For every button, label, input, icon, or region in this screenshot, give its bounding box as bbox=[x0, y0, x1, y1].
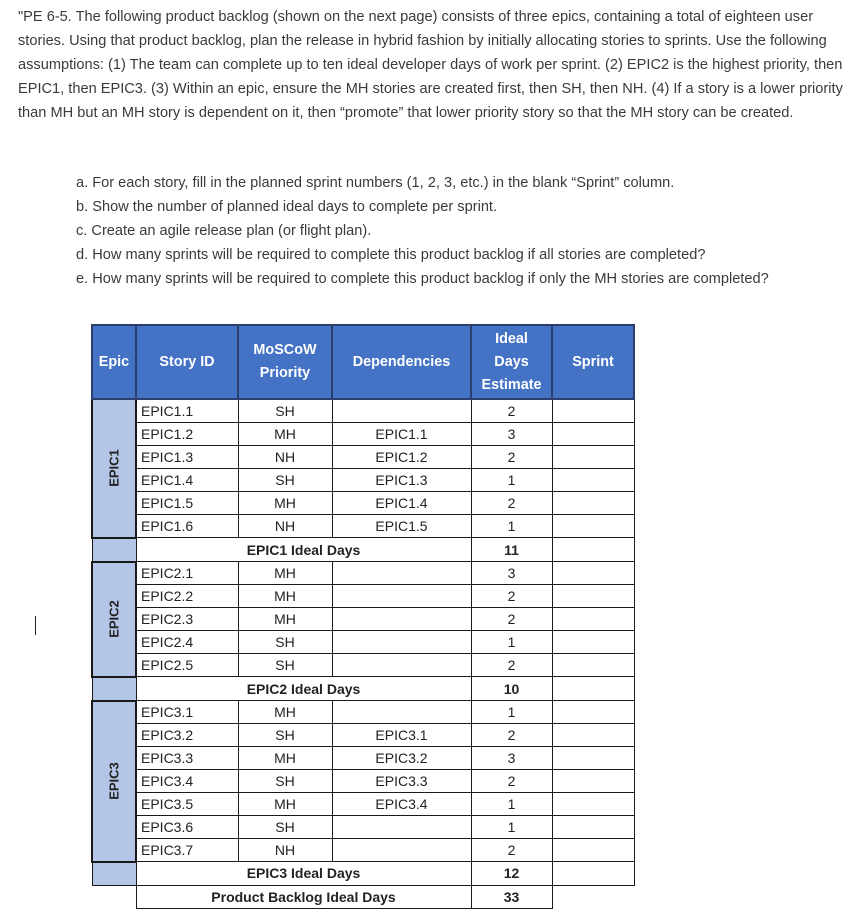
sprint-input-cell[interactable] bbox=[552, 585, 634, 608]
epic-total-row bbox=[92, 538, 634, 562]
table-row bbox=[92, 631, 634, 654]
dependency-cell: EPIC1.1 bbox=[332, 423, 471, 446]
table-row bbox=[92, 608, 634, 631]
dependency-cell: EPIC1.3 bbox=[332, 469, 471, 492]
epic-total-label: EPIC1 Ideal Days bbox=[136, 538, 471, 562]
header-sprint: Sprint bbox=[552, 325, 634, 399]
story-id-cell: EPIC1.6 bbox=[136, 515, 238, 538]
grand-total-days: 33 bbox=[471, 885, 552, 908]
story-id-cell: EPIC3.7 bbox=[136, 839, 238, 862]
ideal-days-cell: 1 bbox=[471, 469, 552, 492]
sprint-input-cell[interactable] bbox=[552, 515, 634, 538]
table-row bbox=[92, 492, 634, 515]
grand-total-spacer bbox=[92, 885, 136, 908]
story-id-cell: EPIC1.3 bbox=[136, 446, 238, 469]
epic-total-sprint-cell bbox=[552, 538, 634, 562]
epic-total-days: 12 bbox=[471, 862, 552, 886]
priority-cell: SH bbox=[238, 654, 332, 677]
priority-cell: SH bbox=[238, 724, 332, 747]
question-b: b. Show the number of planned ideal days to complete per sprint. bbox=[76, 199, 498, 215]
story-id-cell: EPIC3.4 bbox=[136, 770, 238, 793]
table-row bbox=[92, 399, 634, 423]
header-moscow-line1: MoSCoW bbox=[253, 342, 317, 358]
epic-label: EPIC3 bbox=[106, 762, 122, 800]
text-cursor bbox=[35, 616, 36, 635]
table-row bbox=[92, 793, 634, 816]
priority-cell: MH bbox=[238, 793, 332, 816]
sprint-input-cell[interactable] bbox=[552, 839, 634, 862]
epic-total-sprint-cell bbox=[552, 677, 634, 701]
ideal-days-cell: 3 bbox=[471, 747, 552, 770]
table-row bbox=[92, 701, 634, 724]
dependency-cell: EPIC3.1 bbox=[332, 724, 471, 747]
epic-total-label: EPIC2 Ideal Days bbox=[136, 677, 471, 701]
table-row bbox=[92, 446, 634, 469]
epic-label-cell bbox=[92, 562, 136, 677]
dependency-cell: EPIC3.2 bbox=[332, 747, 471, 770]
ideal-days-cell: 2 bbox=[471, 839, 552, 862]
epic-label-cell bbox=[92, 701, 136, 862]
ideal-days-cell: 1 bbox=[471, 793, 552, 816]
table-row bbox=[92, 469, 634, 492]
story-id-cell: EPIC1.4 bbox=[136, 469, 238, 492]
ideal-days-cell: 2 bbox=[471, 724, 552, 747]
priority-cell: SH bbox=[238, 399, 332, 423]
dependency-cell bbox=[332, 816, 471, 839]
story-id-cell: EPIC1.2 bbox=[136, 423, 238, 446]
priority-cell: NH bbox=[238, 839, 332, 862]
priority-cell: SH bbox=[238, 770, 332, 793]
epic-total-label: EPIC3 Ideal Days bbox=[136, 862, 471, 886]
sprint-input-cell[interactable] bbox=[552, 816, 634, 839]
epic-total-spacer bbox=[92, 677, 136, 701]
table-row bbox=[92, 585, 634, 608]
story-id-cell: EPIC2.1 bbox=[136, 562, 238, 585]
question-d: d. How many sprints will be required to complete this product backlog if all stories are completed? bbox=[76, 247, 706, 263]
sprint-input-cell[interactable] bbox=[552, 469, 634, 492]
header-story-id: Story ID bbox=[136, 325, 238, 399]
table-row bbox=[92, 423, 634, 446]
dependency-cell bbox=[332, 654, 471, 677]
epic-label-cell bbox=[92, 399, 136, 538]
dependency-cell: EPIC1.5 bbox=[332, 515, 471, 538]
table-row bbox=[92, 816, 634, 839]
dependency-cell bbox=[332, 839, 471, 862]
header-moscow-priority bbox=[238, 325, 332, 399]
priority-cell: MH bbox=[238, 608, 332, 631]
priority-cell: MH bbox=[238, 562, 332, 585]
header-ideal-days-estimate bbox=[471, 325, 552, 399]
dependency-cell bbox=[332, 631, 471, 654]
product-backlog-table bbox=[91, 324, 635, 909]
dependency-cell bbox=[332, 585, 471, 608]
epic-total-row bbox=[92, 862, 634, 886]
story-id-cell: EPIC2.2 bbox=[136, 585, 238, 608]
sprint-input-cell[interactable] bbox=[552, 654, 634, 677]
table-row bbox=[92, 747, 634, 770]
ideal-days-cell: 2 bbox=[471, 492, 552, 515]
story-id-cell: EPIC1.5 bbox=[136, 492, 238, 515]
table-header-row bbox=[92, 325, 634, 399]
dependency-cell: EPIC1.2 bbox=[332, 446, 471, 469]
ideal-days-cell: 1 bbox=[471, 701, 552, 724]
header-epic: Epic bbox=[92, 325, 136, 399]
story-id-cell: EPIC2.5 bbox=[136, 654, 238, 677]
story-id-cell: EPIC3.5 bbox=[136, 793, 238, 816]
dependency-cell bbox=[332, 701, 471, 724]
epic-total-days: 10 bbox=[471, 677, 552, 701]
ideal-days-cell: 2 bbox=[471, 770, 552, 793]
question-e: e. How many sprints will be required to complete this product backlog if only the MH stories are completed? bbox=[76, 271, 769, 287]
ideal-days-cell: 2 bbox=[471, 608, 552, 631]
epic-total-sprint-cell bbox=[552, 862, 634, 886]
priority-cell: SH bbox=[238, 816, 332, 839]
ideal-days-cell: 2 bbox=[471, 585, 552, 608]
ideal-days-cell: 1 bbox=[471, 631, 552, 654]
sprint-input-cell[interactable] bbox=[552, 562, 634, 585]
dependency-cell bbox=[332, 399, 471, 423]
sprint-input-cell[interactable] bbox=[552, 770, 634, 793]
sprint-input-cell[interactable] bbox=[552, 423, 634, 446]
story-id-cell: EPIC2.4 bbox=[136, 631, 238, 654]
story-id-cell: EPIC1.1 bbox=[136, 399, 238, 423]
priority-cell: NH bbox=[238, 446, 332, 469]
sprint-input-cell[interactable] bbox=[552, 747, 634, 770]
sprint-input-cell[interactable] bbox=[552, 492, 634, 515]
sprint-input-cell[interactable] bbox=[552, 793, 634, 816]
dependency-cell bbox=[332, 608, 471, 631]
epic-total-spacer bbox=[92, 538, 136, 562]
header-moscow-line2: Priority bbox=[259, 365, 311, 381]
ideal-days-cell: 1 bbox=[471, 816, 552, 839]
ideal-days-cell: 3 bbox=[471, 423, 552, 446]
question-c: c. Create an agile release plan (or flight plan). bbox=[76, 223, 372, 239]
header-dependencies: Dependencies bbox=[332, 325, 471, 399]
ideal-days-cell: 2 bbox=[471, 654, 552, 677]
grand-total-row bbox=[92, 885, 634, 908]
epic-total-row bbox=[92, 677, 634, 701]
priority-cell: MH bbox=[238, 747, 332, 770]
question-list bbox=[76, 171, 856, 291]
story-id-cell: EPIC3.3 bbox=[136, 747, 238, 770]
table-row bbox=[92, 515, 634, 538]
story-id-cell: EPIC3.2 bbox=[136, 724, 238, 747]
priority-cell: MH bbox=[238, 585, 332, 608]
dependency-cell: EPIC3.4 bbox=[332, 793, 471, 816]
epic-label: EPIC2 bbox=[106, 600, 122, 638]
dependency-cell bbox=[332, 562, 471, 585]
header-ideal-line2: Days bbox=[494, 353, 529, 370]
table-row bbox=[92, 654, 634, 677]
sprint-input-cell[interactable] bbox=[552, 608, 634, 631]
sprint-input-cell[interactable] bbox=[552, 446, 634, 469]
priority-cell: MH bbox=[238, 423, 332, 446]
dependency-cell: EPIC3.3 bbox=[332, 770, 471, 793]
epic-total-days: 11 bbox=[471, 538, 552, 562]
priority-cell: MH bbox=[238, 492, 332, 515]
priority-cell: SH bbox=[238, 631, 332, 654]
grand-total-label: Product Backlog Ideal Days bbox=[136, 885, 471, 908]
table-row bbox=[92, 724, 634, 747]
story-id-cell: EPIC3.1 bbox=[136, 701, 238, 724]
sprint-input-cell[interactable] bbox=[552, 724, 634, 747]
sprint-input-cell[interactable] bbox=[552, 399, 634, 423]
table-row bbox=[92, 839, 634, 862]
epic-label: EPIC1 bbox=[106, 449, 122, 488]
ideal-days-cell: 1 bbox=[471, 515, 552, 538]
story-id-cell: EPIC2.3 bbox=[136, 608, 238, 631]
priority-cell: MH bbox=[238, 701, 332, 724]
table-row bbox=[92, 770, 634, 793]
epic-total-spacer bbox=[92, 862, 136, 886]
problem-statement: "PE 6-5. The following product backlog (shown on the next page) consists of three epics, containing a total of eighteen user stories. Using that product backlog, plan the release in hybrid fashion by initially allocating stories to sprints. Use the following assumptions: (1) The team can complete up to ten ideal developer days of work per sprint. (2) EPIC2 is the highest priority, then EPIC1, then EPIC3. (3) Within an epic, ensure the MH stories are created first, then SH, then NH. (4) If a story is a lower priority than MH but an MH story is dependent on it, then “promote” that lower priority story so that the MH story can be created. bbox=[18, 9, 843, 121]
table-row bbox=[92, 562, 634, 585]
priority-cell: NH bbox=[238, 515, 332, 538]
ideal-days-cell: 2 bbox=[471, 399, 552, 423]
ideal-days-cell: 3 bbox=[471, 562, 552, 585]
dependency-cell: EPIC1.4 bbox=[332, 492, 471, 515]
sprint-input-cell[interactable] bbox=[552, 701, 634, 724]
story-id-cell: EPIC3.6 bbox=[136, 816, 238, 839]
ideal-days-cell: 2 bbox=[471, 446, 552, 469]
priority-cell: SH bbox=[238, 469, 332, 492]
header-ideal-line1: Ideal bbox=[495, 330, 528, 347]
sprint-input-cell[interactable] bbox=[552, 631, 634, 654]
backlog-body bbox=[92, 399, 634, 908]
question-a: a. For each story, fill in the planned sprint numbers (1, 2, 3, etc.) in the blank “Sprint” column. bbox=[76, 175, 675, 191]
header-ideal-line3: Estimate bbox=[481, 376, 542, 393]
grand-total-blank bbox=[552, 885, 634, 908]
